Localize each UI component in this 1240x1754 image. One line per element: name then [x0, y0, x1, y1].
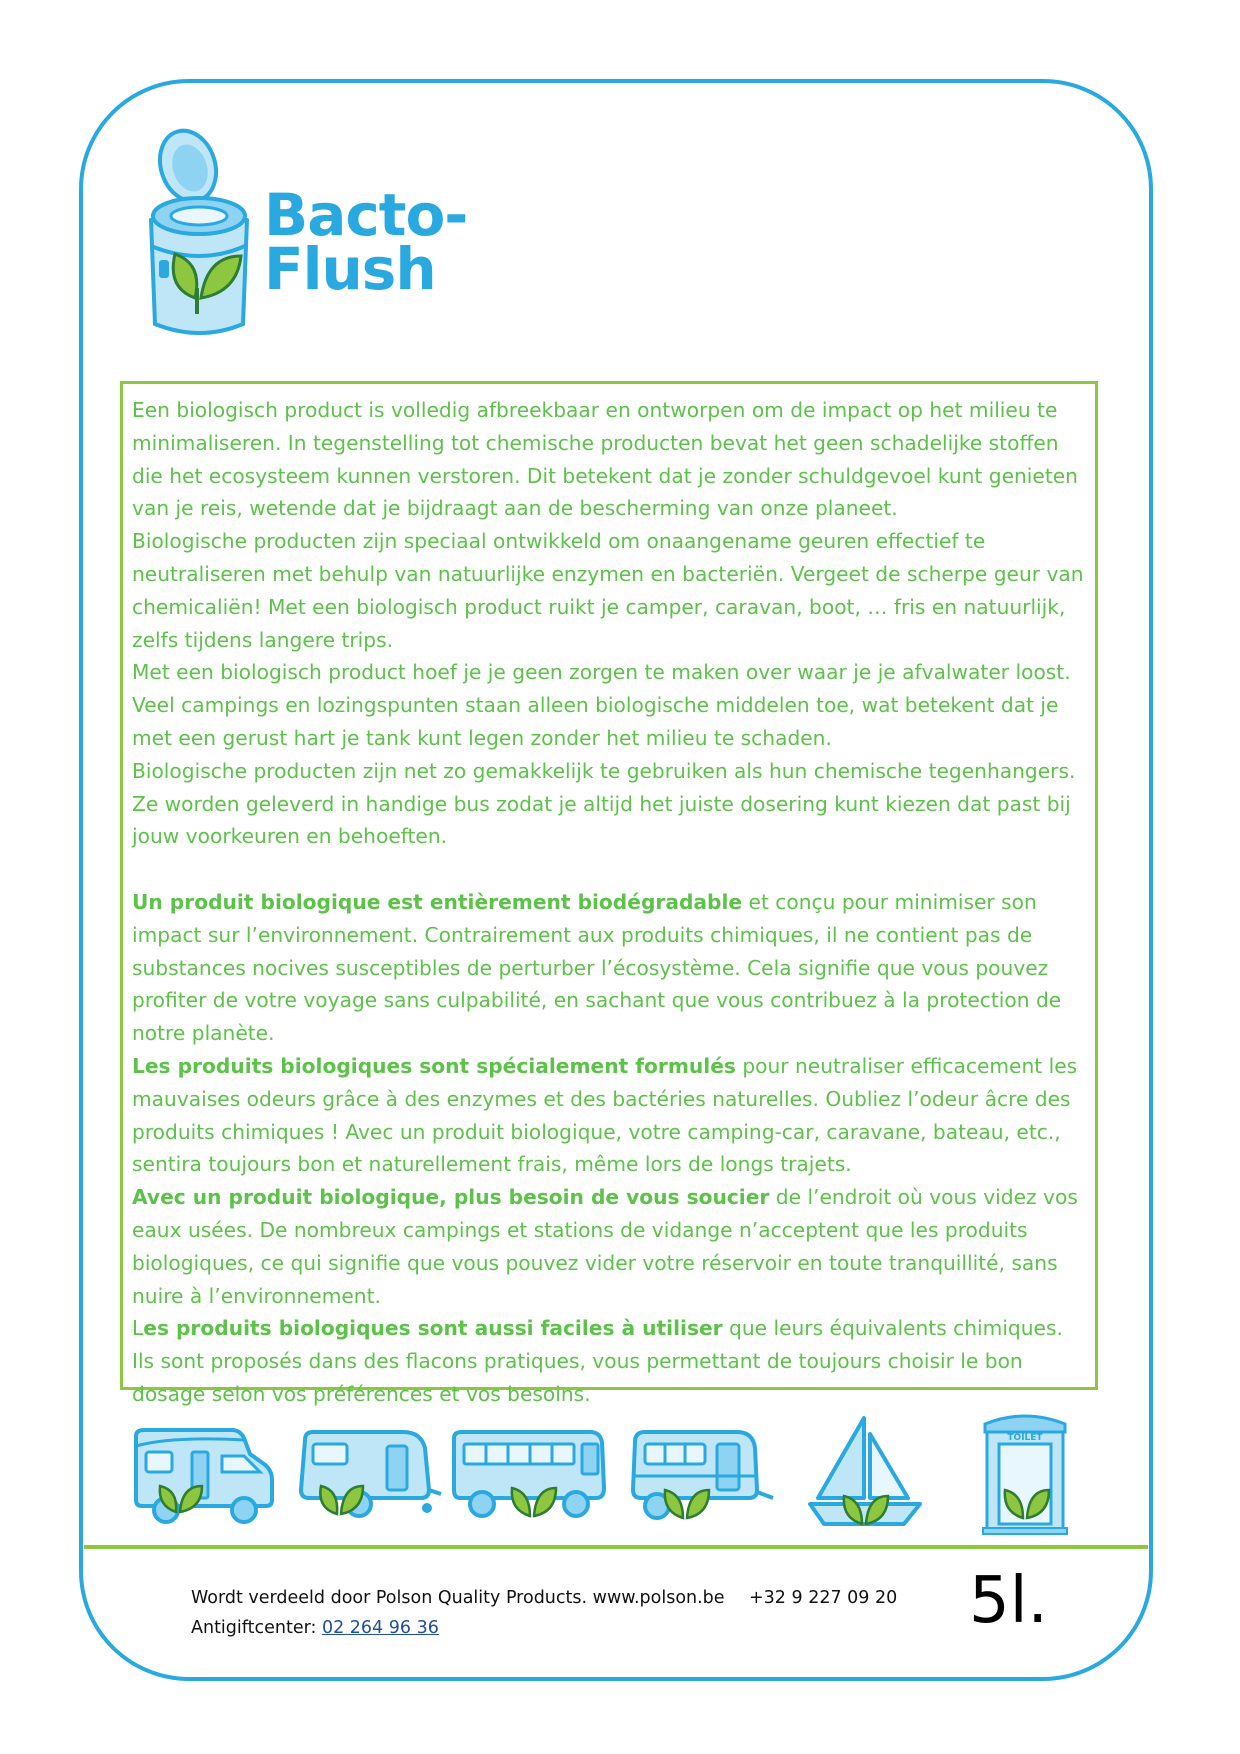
dutch-paragraph-4: Biologische producten zijn net zo gemakkelijk te gebruiken als hun chemische tegenhangers. Ze worden geleverd in handige bus zodat je altijd het juiste dosering kunt kiezen dat past bij jouw voorkeuren en behoeften.: [132, 758, 1076, 849]
french-paragraph-2: [132, 1050, 1086, 1181]
french-p4-lead: L: [132, 1316, 144, 1341]
portable-toilet-icon: [975, 1410, 1075, 1540]
footer-info: [191, 1583, 725, 1643]
portable-toilet-logo-icon: [145, 128, 265, 358]
french-p2-bold: Les produits biologiques sont spécialement formulés: [132, 1053, 736, 1078]
french-p1-bold: Un produit biologique est entièrement biodégradable: [132, 889, 743, 914]
bus-icon: [450, 1428, 610, 1528]
dutch-paragraph-1: Een biologisch product is volledig afbreekbaar en ontworpen om de impact op het milieu te minimaliseren. In tegenstelling tot chemische producten bevat het geen schadelijke stoffen die het ecosysteem kunnen verstoren. Dit betekent dat je zonder schuldgevoel kunt genieten van je reis, wetende dat je bijdraagt aan de bescherming van onze planeet.: [132, 398, 1078, 521]
sailboat-icon: [800, 1412, 930, 1532]
camper-icon: [132, 1428, 280, 1528]
distributor-text: Wordt verdeeld door Polson Quality Products. www.polson.be: [191, 1588, 725, 1608]
brand-logo: [145, 128, 475, 358]
dutch-paragraph-3: Met een biologisch product hoef je je geen zorgen te maken over waar je je afvalwater loost. Veel campings en lozingspunten staan alleen biologische middelen toe, wat betekent dat je met een gerust hart je tank kunt legen zonder het milieu te schaden.: [132, 660, 1071, 750]
french-paragraph-4: [132, 1312, 1086, 1410]
french-p3-text: de l’endroit où vous videz vos eaux usées. De nombreux campings et stations de vidange n’acceptent que les produits biologiques, ce qui signifie que vous pouvez vider votre réservoir en toute tranquillité, sans nuire à l’environnement.: [132, 1185, 1078, 1308]
poison-center-link[interactable]: 02 264 96 36: [321, 1618, 439, 1638]
poison-center-label: Antigiftcenter:: [191, 1618, 322, 1638]
brand-name-line2: Flush: [264, 235, 436, 303]
french-paragraph-1: [132, 886, 1086, 1050]
phone-number: +32 9 227 09 20: [749, 1588, 898, 1608]
brand-name-line1: Bacto-: [264, 181, 468, 249]
dutch-paragraph-2: Biologische producten zijn speciaal ontwikkeld om onaangename geuren effectief te neutraliseren met behulp van natuurlijke enzymen en bacteriën. Vergeet de scherpe geur van chemicaliën! Met een biologisch product ruikt je camper, caravan, boot, … fris en natuurlijk, zelfs tijdens langere trips.: [132, 529, 1084, 652]
volume-label: 5l.: [969, 1564, 1048, 1638]
vehicle-icons-row: [125, 1410, 1095, 1545]
french-p3-bold: Avec un produit biologique, plus besoin de vous soucier: [132, 1185, 770, 1210]
poison-center-line: [191, 1613, 725, 1643]
french-paragraph-3: [132, 1181, 1086, 1312]
french-p4-text: que leurs équivalents chimiques. Ils sont proposés dans des flacons pratiques, vous permettant de toujours choisir le bon dosage selon vos préférences et vos besoins.: [132, 1316, 1063, 1406]
footer-divider: [84, 1545, 1148, 1549]
toilet-sign: TOILET: [1007, 1433, 1043, 1443]
caravan-icon: [295, 1428, 445, 1528]
french-p4-bold: es produits biologiques sont aussi faciles à utiliser: [143, 1316, 723, 1341]
french-p1-text: et conçu pour minimiser son impact sur l’environnement. Contrairement aux produits chimiques, il ne contient pas de substances nocives susceptibles de perturber l’écosystème. Cela signifie que vous pouvez profiter de votre voyage sans culpabilité, en sachant que vous contribuez à la protection de notre planète.: [132, 889, 1062, 1046]
trailer-icon: [627, 1428, 777, 1528]
french-p2-text: pour neutraliser efficacement les mauvaises odeurs grâce à des enzymes et des bactéries naturelles. Oubliez l’odeur âcre des produits chimiques ! Avec un produit biologique, votre camping-car, caravane, bateau, etc., sentira toujours bon et naturellement frais, même lors de longs trajets.: [132, 1053, 1078, 1177]
brand-name: [264, 181, 468, 303]
description-box: [120, 381, 1098, 1406]
